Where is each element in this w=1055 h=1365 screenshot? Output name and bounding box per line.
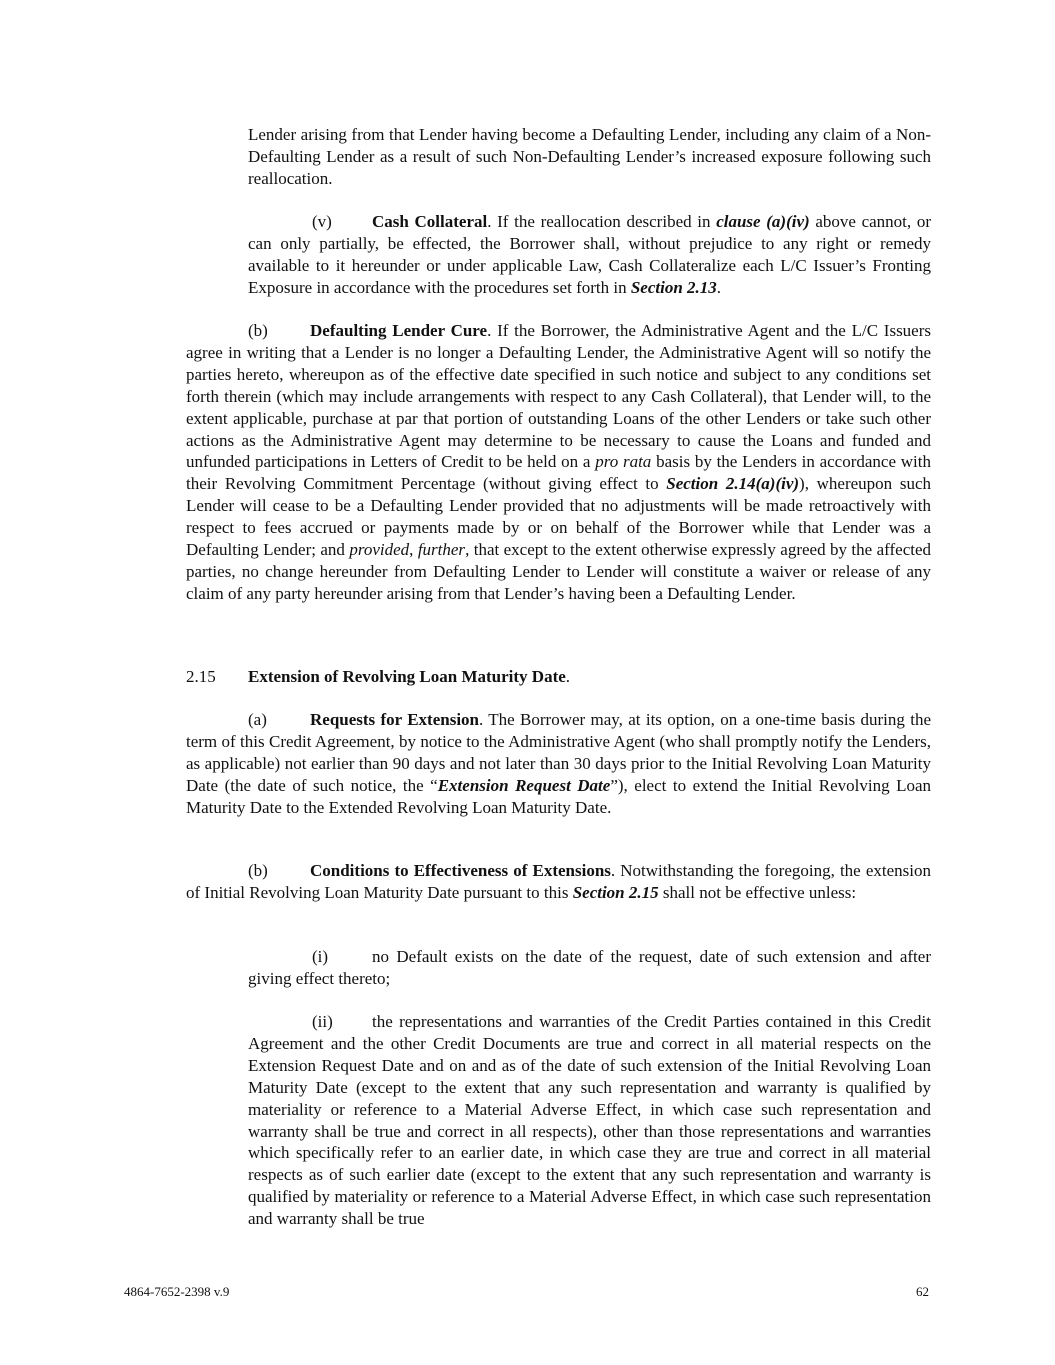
section-title: Extension of Revolving Loan Maturity Date (248, 667, 566, 686)
clause-text: shall not be effective unless: (658, 882, 857, 902)
document-id: 4864-7652-2398 v.9 (124, 1284, 230, 1299)
clause-label: (v) (312, 212, 332, 231)
clause-text: . (716, 277, 722, 297)
clause-text: , (409, 540, 418, 560)
section-number: 2.15 (186, 667, 216, 686)
italic-term: provided (349, 540, 410, 560)
clause-text: , that except to the extent otherwise expressly agreed by the affected parties, no change hereunder from Defaulting Lender to Lender will constitute a waiver or release of any claim of any party hereunder arising from that Lender’s having been a Defaulting Lender. (186, 540, 932, 603)
paragraph-continuation (248, 124, 931, 190)
clause-text: basis by the Lenders in accordance with their Revolving Commitment Percentage (without giving effect to (186, 452, 932, 494)
clause-text: . If the Borrower, the Administrative Agent and the L/C Issuers agree in writing that a Lender is no longer a Defaulting Lender, the Administrative Agent will so notify the parties hereto, whereupon as of the effective date specified in such notice and subject to any conditions set forth therein (which may include arrangements with respect to any Cash Collateral), that Lender will, to the extent applicable, purchase at par that portion of outstanding Loans of the other Lenders or take such other actions as the Administrative Agent may determine to be necessary to cause the Loans and funded and unfunded participations in Letters of Credit to be held on a (186, 321, 932, 472)
cross-reference: Section 2.14(a)(iv) (666, 474, 800, 494)
clause-label: (ii) (312, 1012, 333, 1031)
clause-heading: Requests for Extension (310, 710, 480, 729)
clause-a-requests-for-extension (186, 709, 931, 819)
clause-v-cash-collateral (248, 211, 931, 299)
clause-ii-representations (248, 1011, 931, 1230)
page-number: 62 (916, 1284, 929, 1299)
italic-term: further (417, 540, 466, 560)
clause-heading: Conditions to Effectiveness of Extensions (310, 861, 611, 880)
clause-i-no-default (248, 946, 931, 990)
defined-term: Extension Request Date (437, 775, 611, 795)
clause-label: (a) (248, 710, 267, 729)
clause-text: no Default exists on the date of the request, date of such extension and after giving effect thereto; (248, 947, 931, 988)
clause-label: (b) (248, 861, 268, 880)
section-punct: . (565, 667, 571, 686)
clause-text: ), whereupon such Lender will cease to be a Defaulting Lender provided that no adjustments will be made retroactively with respect to fees accrued or payments made by or on behalf of the Borrower while that Lender was a Defaulting Lender; and (186, 474, 931, 560)
clause-text: ”), elect to extend the Initial Revolving Loan Maturity Date to the Extended Revolving Loan Maturity Date. (186, 775, 931, 817)
paragraph-text: Lender arising from that Lender having become a Defaulting Lender, including any claim of a Non-Defaulting Lender as a result of such Non-Defaulting Lender’s increased exposure following such reallocation. (248, 125, 931, 188)
clause-text: . Notwithstanding the foregoing, the extension of Initial Revolving Loan Maturity Date pursuant to this (186, 861, 931, 902)
clause-b-defaulting-lender-cure (186, 320, 931, 605)
cross-reference: Section 2.13 (630, 277, 717, 297)
italic-term: pro rata (595, 452, 652, 472)
clause-heading: Defaulting Lender Cure (310, 321, 488, 340)
clause-text: . The Borrower may, at its option, on a one-time basis during the term of this Credit Agreement, by notice to the Administrative Agent (who shall promptly notify the Lenders, as applicable) not earlier than 90 days and not later than 30 days prior to the Initial Revolving Loan Maturity Date (the date of such notice, the “ (186, 710, 931, 795)
clause-text: above cannot, or can only partially, be effected, the Borrower shall, without prejudice to any right or remedy available to it hereunder or under applicable Law, Cash Collateralize each L/C Issuer’s Fronting Exposure in accordance with the procedures set forth in (248, 212, 931, 297)
clause-text: the representations and warranties of the Credit Parties contained in this Credit Agreement and the other Credit Documents are true and correct in all material respects on the Extension Request Date and on and as of the date of such extension of the Initial Revolving Loan Maturity Date (except to the extent that any such representation and warranty is qualified by materiality or reference to a Material Adverse Effect, in which case such representation and warranty shall be true and correct in all respects), other than those representations and warranties which specifically refer to an earlier date, in which case they are true and correct in all material respects as of such earlier date (except to the extent that any such representation and warranty is qualified by materiality or reference to a Material Adverse Effect, in which case such representation and warranty shall be true (248, 1012, 931, 1229)
section-heading-2-15 (186, 666, 931, 688)
cross-reference: Section 2.15 (572, 882, 659, 902)
clause-heading: Cash Collateral (372, 212, 488, 231)
clause-text: . If the reallocation described in (487, 212, 717, 231)
cross-reference: clause (a)(iv) (716, 212, 810, 231)
clause-b-conditions-to-effectiveness (186, 860, 931, 904)
clause-label: (i) (312, 947, 329, 966)
clause-label: (b) (248, 321, 268, 340)
